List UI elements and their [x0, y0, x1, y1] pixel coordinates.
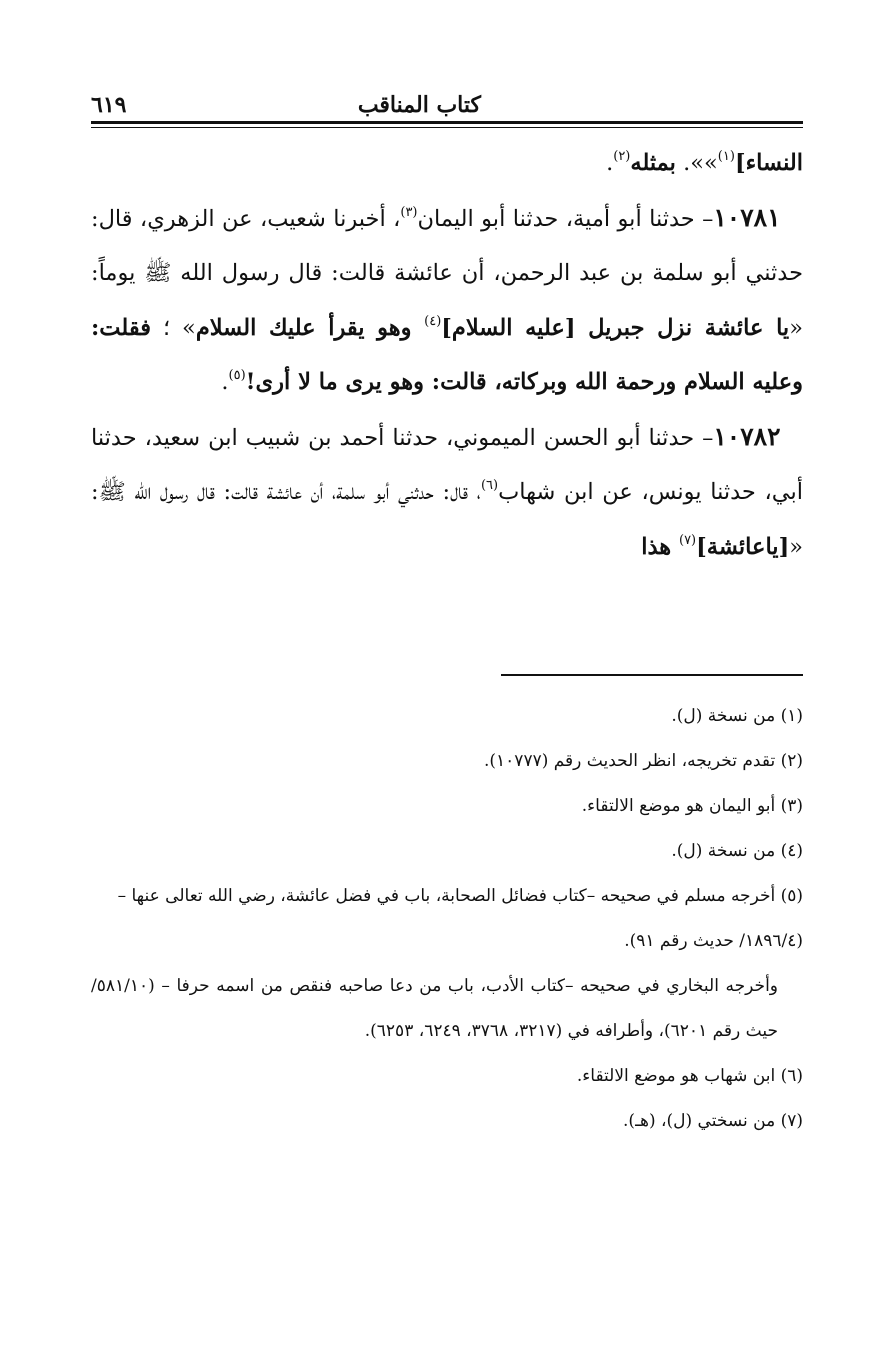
text-span: .	[221, 369, 229, 395]
text-span: .	[606, 150, 614, 176]
footnote-5: (٥) أخرجه مسلم في صحيحه –كتاب فضائل الصحابة، باب في فضل عائشة، رضي الله تعالى عنها – (١٨٩٦/٤/ حديث رقم ٩١).	[117, 886, 803, 951]
footnote-separator	[501, 674, 803, 676]
text-span: » ؛	[151, 314, 196, 341]
bold-text: وهو يقرأ عليك السلام	[195, 314, 425, 341]
hadith-10781	[91, 191, 803, 410]
hadith-10782	[91, 410, 803, 575]
footnote-ref-5: (٥)	[228, 368, 246, 383]
bold-text: يا عائشة نزل جبريل [عليه السلام]	[441, 314, 790, 341]
paragraph-continuation	[91, 136, 803, 191]
hadith-number: ١٠٧٨١	[713, 202, 781, 232]
bold-text: بمثله	[630, 150, 676, 176]
hadith-number: ١٠٧٨٢	[713, 421, 781, 451]
bold-text: النساء]	[734, 150, 803, 176]
running-header	[91, 86, 803, 118]
footnote-6: (٦) ابن شهاب هو موضع الالتقاء.	[576, 1066, 803, 1086]
footnote-4: (٤) من نسخة (ل).	[671, 841, 803, 861]
footnote-ref-7: (٧)	[678, 532, 697, 548]
footnote-ref-4: (٤)	[424, 313, 442, 329]
footnote-ref-1: (١)	[717, 149, 735, 164]
text-span: – حدثنا أبو الحسن الميموني، حدثنا أحمد بن شبيب ابن سعيد، حدثنا أبي، حدثنا يونس، عن ابن شهاب	[91, 424, 804, 505]
page-number: ٦١٩	[91, 92, 127, 118]
text-span: ، قال: حدثني أبو سلمة، أن عائشة قالت: قال رسول الله ﷺ: «	[91, 479, 803, 560]
main-text	[91, 136, 803, 574]
bold-text: فقلت: وعليه السلام ورحمة الله وبركاته، قالت: وهو يرى ما لا أرى!	[91, 314, 803, 395]
footnote-7: (٧) من نسختي (ل)، (هـ).	[623, 1111, 803, 1131]
footnote-ref-3: (٣)	[400, 204, 418, 220]
bold-text: هذا	[641, 533, 679, 560]
footnote-2: (٢) تقدم تخريجه، انظر الحديث رقم (١٠٧٧٧).	[484, 751, 803, 771]
header-rule-thin	[91, 127, 803, 128]
footnote-1: (١) من نسخة (ل).	[671, 706, 803, 726]
footnote-ref-6: (٦)	[480, 478, 499, 493]
chapter-title: كتاب المناقب	[357, 92, 481, 118]
footnote-3: (٣) أبو اليمان هو موضع الالتقاء.	[581, 796, 803, 816]
text-span: »».	[675, 150, 718, 176]
footnotes	[91, 694, 803, 1144]
text-span: ، أخبرنا شعيب، عن الزهري، قال: حدثني أبو سلمة بن عبد الرحمن، أن عائشة قالت: قال رسول الله ﷺ يوماً: «	[91, 205, 803, 341]
footnote-ref-2: (٢)	[613, 149, 631, 164]
text-span: – حدثنا أبو أمية، حدثنا أبو اليمان	[417, 205, 714, 232]
footnote-5-continuation: وأخرجه البخاري في صحيحه –كتاب الأدب، باب من دعا صاحبه فنقص من اسمه حرفا – (٥٨١/١٠/حيث رقم ٦٢٠١)، وأطرافه في (٣٢١٧، ٣٧٦٨، ٦٢٤٩، ٦٢٥٣).	[91, 976, 778, 1041]
header-rule-thick	[91, 121, 803, 124]
bold-text: [ياعائشة]	[696, 533, 790, 560]
